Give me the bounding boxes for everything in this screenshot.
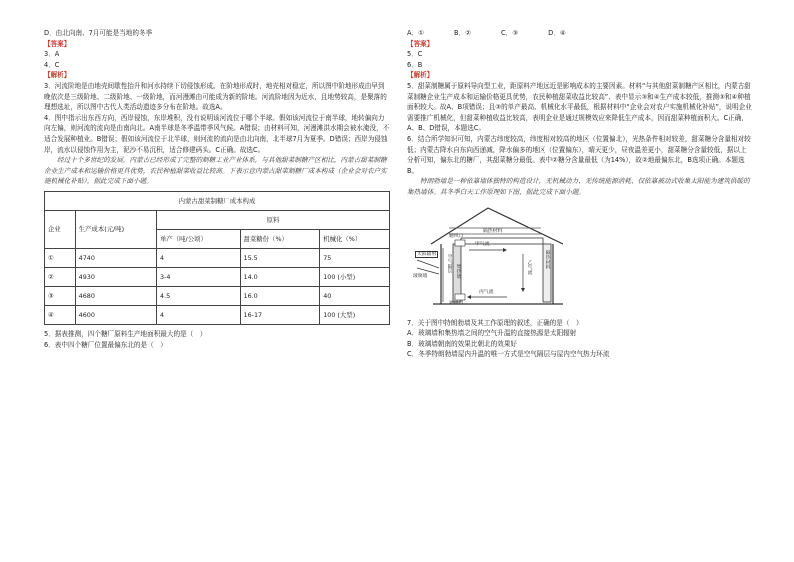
row-mech: 40 xyxy=(320,286,390,305)
header-cost: 生产成本(元/吨) xyxy=(75,210,156,248)
analysis-5: 5．甜菜制糖属于原料导向型工业，距原料产地远近是影响成本的主要因素。材料“与其他甜菜制糖产区相比，内蒙古甜菜制糖企业生产成本和运输价格更具优势，农民种植甜菜收益比较高”、表中显示③和④生产成本较低，推测③和④种植面积较大。故A、B项错误；且③的单产最高、机械化水平最低，根据材料中“企业会对农户实施机械化补贴”，说明企业需要推广机械化，但甜菜种植收益比较高，表明企业是通过规模效应来降低生产成本，因而甜菜种植面积大。C正确，A、B、D错误，本题选C。 xyxy=(407,81,752,133)
row-yield: 3-4 xyxy=(156,267,240,286)
table-row xyxy=(45,248,390,267)
label-insulation-top: 隔热材料 xyxy=(483,228,503,234)
table-row xyxy=(45,286,390,305)
label-flow-b: 乙气流 xyxy=(526,259,532,274)
row-cost: 4740 xyxy=(75,248,156,267)
material-trombe: 特朗勃墙是一种依靠墙体独特的构造设计，无机械动力、无传统能源消耗、仅依靠被动式收集太阳能为建筑供暖的集热墙体。其冬季白天工作原理如下图，据此完成下面小题。 xyxy=(407,177,750,196)
header-yield: 单产（吨/公顷） xyxy=(156,229,240,248)
row-sugar: 16-17 xyxy=(240,305,320,324)
question-7-a[interactable]: A．玻璃墙和集热墙之间的空气升温的直接热源是太阳辐射 xyxy=(407,329,577,338)
question-5: 5．据表推测，四个糖厂原料生产地面积最大的是（ ） xyxy=(44,329,207,338)
row-cost: 4600 xyxy=(75,305,156,324)
analysis-4: 4．图中指示出东西方向，西岸侵蚀，东岸堆积，没有说明该河流位于哪个半球。假如该河流位于南半球，地转偏向力向左偏，则河流的流向是由南向北。A南半球是冬季温带季风气候。A错误；由材料可知，河漫滩洪水期会被水淹没，不适合发展种植业。B错误；假如该河流位于北半球，则河流的流向是由北向南，北半球7月为夏季。D错误；西岸为侵蚀岸，流水以侵蚀作用为主，泥沙不易沉积，适合修建码头。C正确。故选C。 xyxy=(44,113,390,154)
header-enterprise: 企业 xyxy=(45,210,76,248)
house-outline xyxy=(413,204,593,314)
label-flow-c: 丙气流 xyxy=(479,289,494,295)
row-sugar: 14.0 xyxy=(240,267,320,286)
label-vent-bottom: 通风口 xyxy=(449,300,464,306)
material-sugar: 经过十个多世纪的发展，内蒙古已经形成了完整的制糖工业产业体系，与其他甜菜制糖产区相比，内蒙古甜菜制糖企业生产成本和运输价格更具优势，农民种植甜菜收益比较高。下表示意内蒙古甜菜制糖厂成本构成（企业会对农户实施机械化补贴），据此完成下面小题。 xyxy=(44,156,387,186)
option-a[interactable]: A．① xyxy=(407,29,425,37)
answer-3: 3．A xyxy=(44,50,60,59)
row-yield: 4 xyxy=(156,248,240,267)
option-d[interactable]: D．④ xyxy=(548,29,566,37)
table-row xyxy=(45,267,390,286)
option-d-text: D．由北向南、7月可能是当地的冬季 xyxy=(44,29,153,37)
table-row xyxy=(45,305,390,324)
left-column xyxy=(44,28,390,350)
row-yield: 4.5 xyxy=(156,286,240,305)
row-id: ② xyxy=(45,267,76,286)
option-c[interactable]: C．③ xyxy=(501,29,519,37)
row-cost: 4930 xyxy=(75,267,156,286)
question-7: 7．关于图中特朗勃墙及其工作原理的叙述，正确的是（ ） xyxy=(407,318,583,327)
row-id: ① xyxy=(45,248,76,267)
header-mech: 机械化（%） xyxy=(320,229,390,248)
label-glass-wall: 玻璃墙 xyxy=(413,273,428,279)
label-sun: 太阳辐射 xyxy=(417,251,437,257)
cost-table xyxy=(44,191,390,325)
answer-heading: 【答案】 xyxy=(44,39,71,48)
header-sugar: 甜菜糖份（%） xyxy=(240,229,320,248)
options-row xyxy=(407,28,753,39)
answer-4: 4．C xyxy=(44,60,60,69)
row-mech: 75 xyxy=(320,248,390,267)
row-sugar: 15.5 xyxy=(240,248,320,267)
label-flow-a: 甲气流 xyxy=(475,241,490,247)
analysis-6: 6．结合所学知识可知，内蒙古纬度较高，纬度相对较高的地区（位置偏北），光热条件相对较差，甜菜糖分含量相对较低；内蒙古降水自东向西递减，降水偏多的地区（位置偏东），晴天更少，昼夜温差更小，甜菜糖分含量较低，据以上分析可知，偏东北的糖厂，其甜菜糖分最低。表中②糖分含量最低（为14%），故②地最偏东北，B选项正确。本题选B。 xyxy=(407,134,751,175)
answer-5: 5．C xyxy=(407,50,423,59)
answer-heading: 【答案】 xyxy=(407,39,434,48)
row-mech: 100 (小型) xyxy=(320,267,390,286)
label-air-layer: 空气隔层 xyxy=(446,253,452,273)
question-7-b[interactable]: B．玻璃墙朝南的效果比朝北的效果好 xyxy=(407,339,518,348)
analysis-heading: 【解析】 xyxy=(407,71,434,80)
row-yield: 4 xyxy=(156,305,240,324)
analysis-heading: 【解析】 xyxy=(44,71,71,80)
right-column xyxy=(407,28,753,360)
row-id: ③ xyxy=(45,286,76,305)
row-sugar: 16.0 xyxy=(240,286,320,305)
table-title: 内蒙古甜菜制糖厂成本构成 xyxy=(45,191,390,210)
answer-6: 6．B xyxy=(407,60,423,69)
label-insulation-right: 隔热材料 xyxy=(544,249,550,269)
row-id: ④ xyxy=(45,305,76,324)
header-raw: 原料 xyxy=(156,210,389,229)
question-7-c[interactable]: C．冬季特朗勃墙屋内升温的唯一方式是空气隔层与屋内空气热力环流 xyxy=(407,350,610,359)
row-cost: 4680 xyxy=(75,286,156,305)
label-vent-top: 通风口 xyxy=(449,233,464,239)
question-6: 6．表中四个糖厂位置最偏东北的是（ ） xyxy=(44,340,167,349)
label-collector-wall: 集热墙 xyxy=(455,263,461,278)
trombe-wall-diagram xyxy=(413,204,593,314)
option-b[interactable]: B．② xyxy=(454,29,472,37)
row-mech: 100 (大型) xyxy=(320,305,390,324)
analysis-3: 3．河流阶地是由地壳间歇性抬升和河水持续下切侵蚀形成。在阶地形成时，地壳相对稳定，所以图中阶地形成由早到晚依次是三级阶地、二级阶地、一级阶地，而河漫滩由可能成为新的阶地。河流阶地因为近水，且地势较高，是聚落的理想选址，所以图中古代人类活动遗迹多分布在阶地。故选A。 xyxy=(44,81,387,112)
